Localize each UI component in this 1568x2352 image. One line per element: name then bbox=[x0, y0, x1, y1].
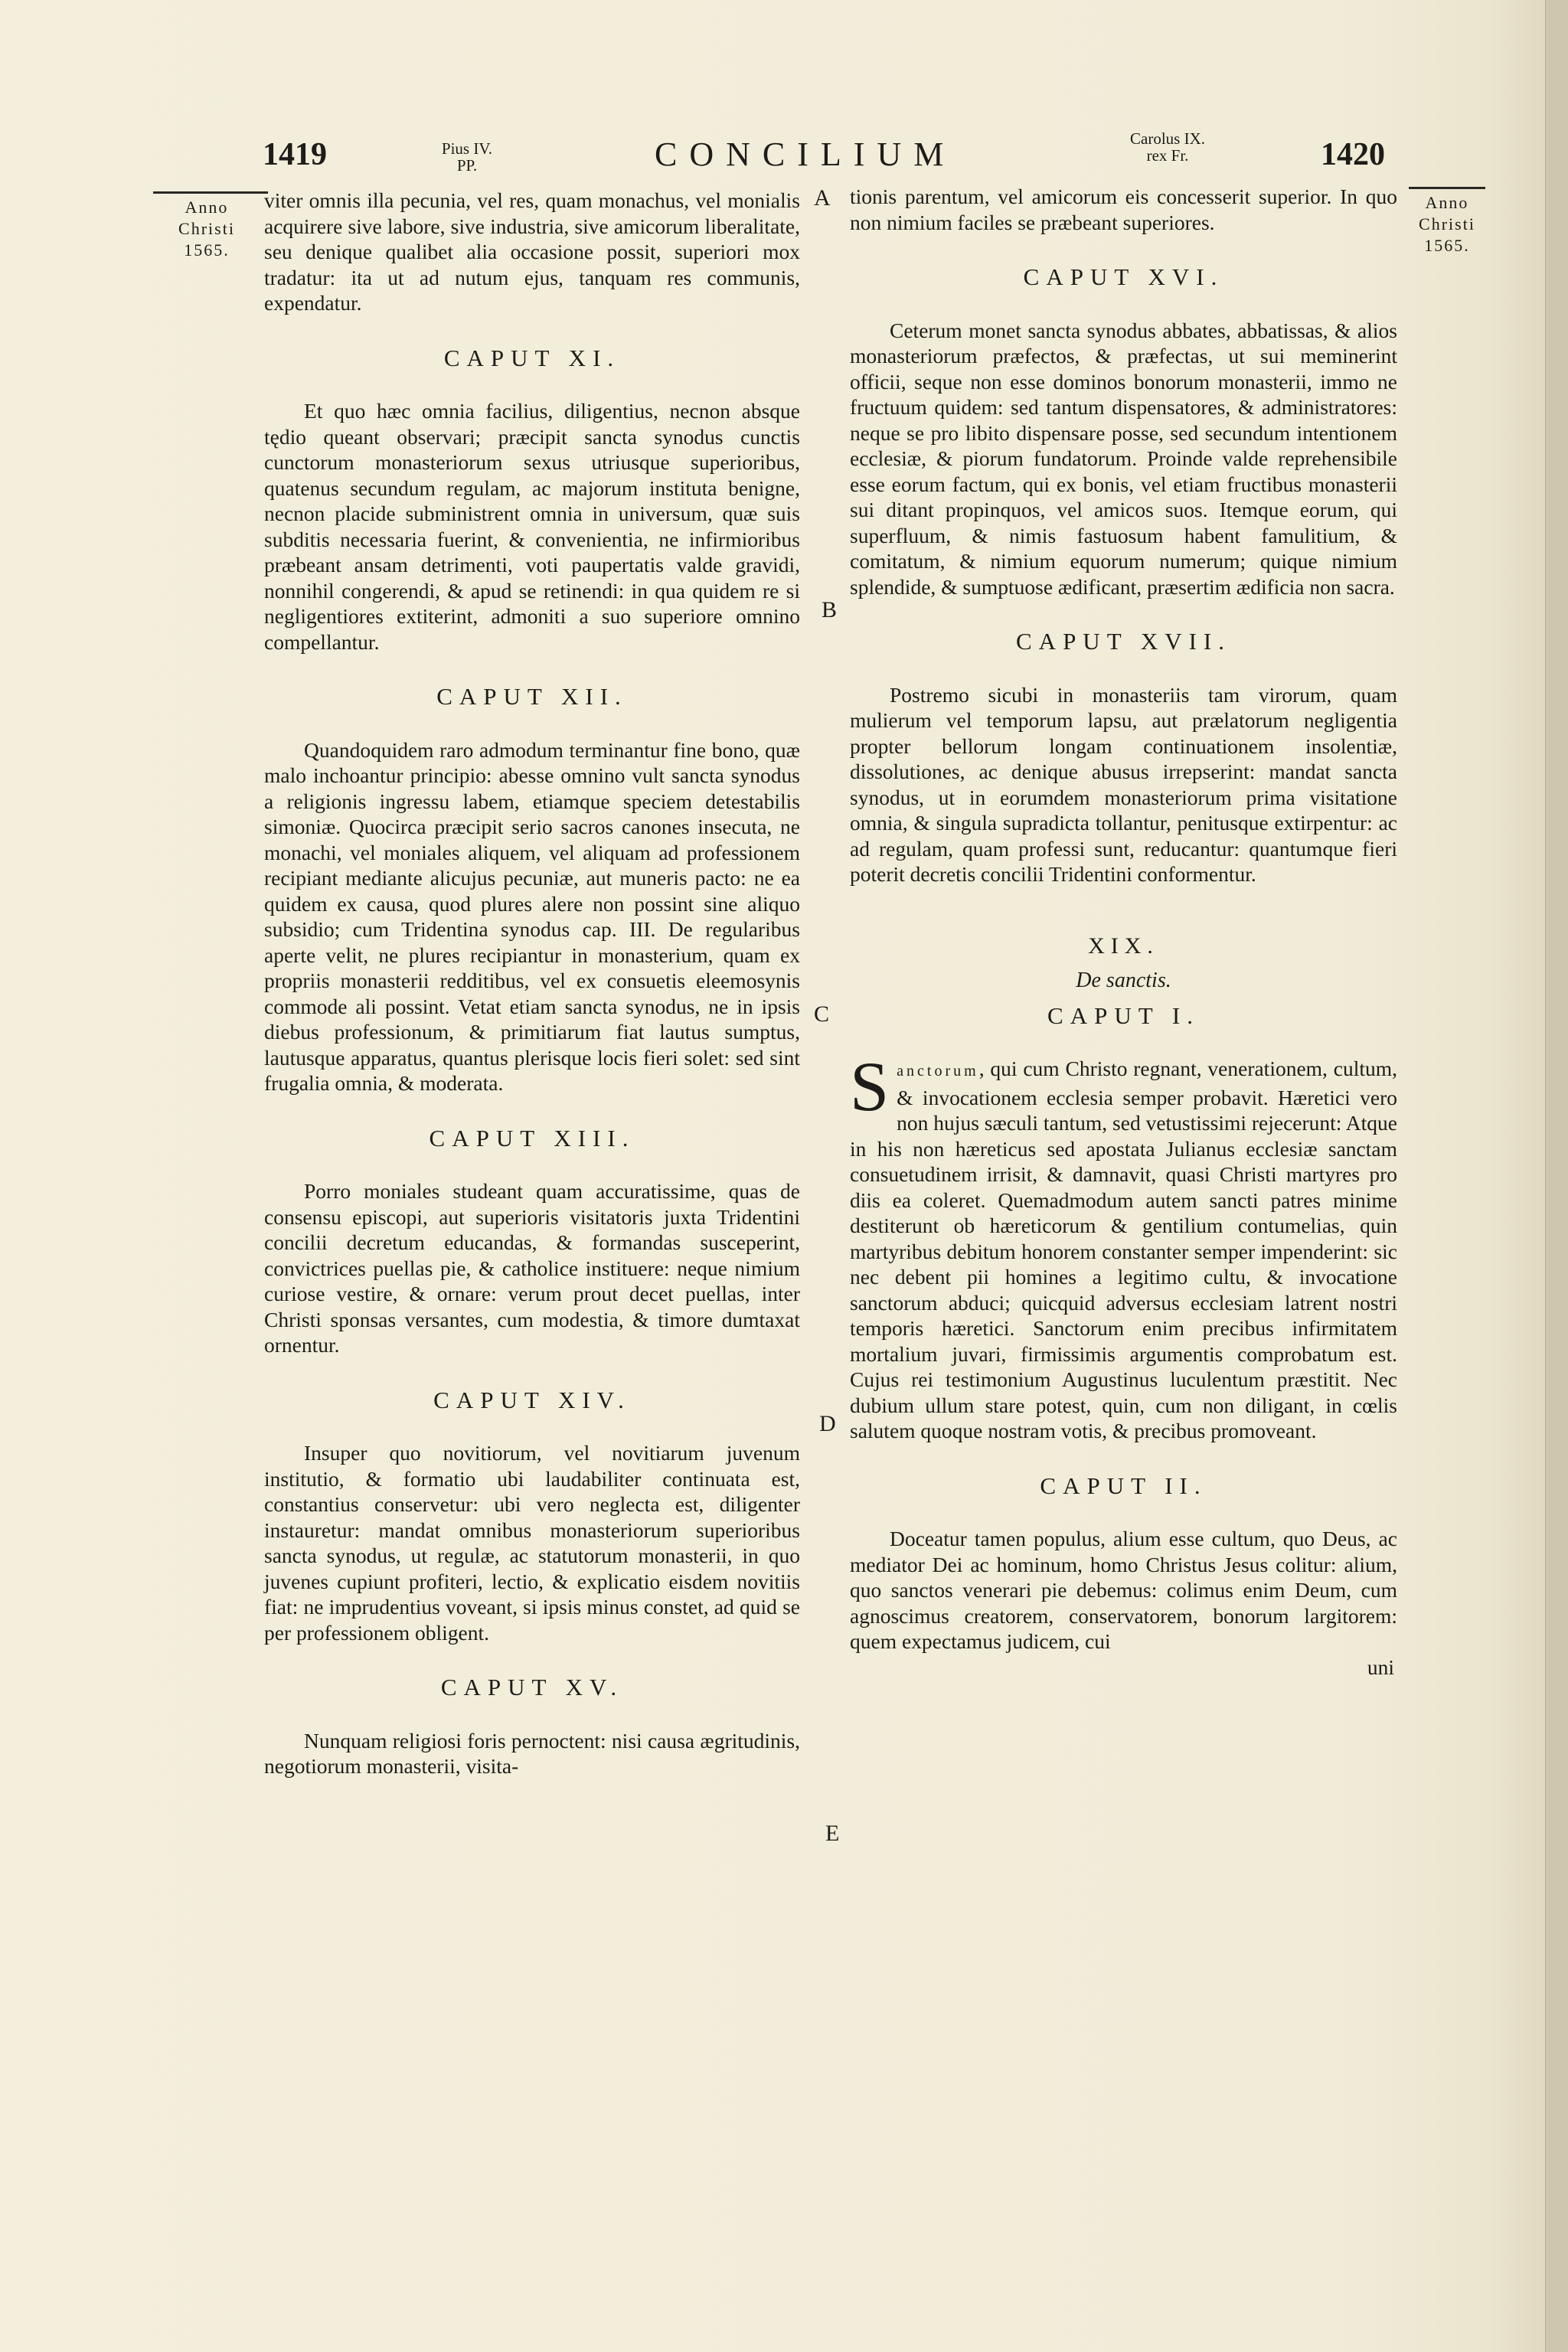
king-line-2: rex Fr. bbox=[1146, 146, 1189, 165]
page-edge bbox=[1545, 0, 1568, 2352]
caput-17-title: CAPUT XVII. bbox=[1016, 628, 1231, 655]
left-page-number: 1419 bbox=[263, 137, 327, 172]
caput-1-body: , qui cum Christo regnant, venerationem, cultum, & invocationem ecclesia semper probavit. Hæretici vero non hujus sæculi tantum, sed vetustissimi rejecerunt: Atque in his non hæreticus sed apostata Julianus ecclesiæ sanctam consuetudinem irrisit, & damnavit, quasi Christi martyres pro diis ea coleret. Quemadmodum autem sancti patres minime destiterunt ob hæreticorum & gentilium contumelias, quin martyribus debitum honorem constanter semper impenderint: sic nec debent pii homines a legitimo cultu, & invocatione sanctorum abduci; quicquid adversus ecclesiam latrent nostri temporis hæretici. Sanctorum enim precibus infirmitatem mortalium juvari, firmissimis argumentis comprobatum est. Cujus rei testimonium Augustinus luculentum præstitit. Nec dubium ullum stare potest, quin, cum non diligant, in cœlis salutem quoque nostram votis, & precibus promoveant. bbox=[850, 1057, 1397, 1442]
caput-16-text: Ceterum monet sancta synodus abbates, abbatissas, & alios monasteriorum præfectos, & præfectas, ut sui meminerint officii, seque non esse dominos bonorum monasterii, immo ne fructuum quidem: sed tantum dispensatores, & administratores: neque se pro libito dispensare posse, sed secundum intentionem ecclesiæ, & piorum fundatorum. Proinde valde reprehensibile esse eorum factum, qui ex bonis, vel etiam fructibus monasterii sui ditant propinquos, vel amicos suos. Itemque eorum, qui superfluum, & nimis fastuosum habent famulitium, & comitatum, & nimium equorum numerum; quique nimium splendide, & sumptuose ædificant, præsertim ædificia non sacra. bbox=[850, 318, 1397, 599]
marker-c: C bbox=[814, 1001, 830, 1027]
left-margin-anno bbox=[153, 191, 260, 261]
pope-line-1: Pius IV. bbox=[441, 139, 493, 158]
caput-13-title: CAPUT XIII. bbox=[429, 1124, 635, 1152]
caput-15-text: Nunquam religiosi foris pernoctent: nisi causa ægritudinis, negotiorum monasterii, visita- bbox=[264, 1728, 800, 1778]
right-intro-text: tionis parentum, vel amicorum eis concesserit superior. In quo non nimium faciles se præbeant superiores. bbox=[850, 185, 1397, 234]
right-margin-anno bbox=[1397, 187, 1497, 256]
caput-12-text: Quandoquidem raro admodum terminantur fine bono, quæ malo inchoantur principio: abesse omnino vult sancta synodus a religionis ingressu labem, etiamque speciem detestabilis simoniæ. Quocirca præcipit serio sacros canones insecuta, ne monachi, vel moniales aliquem, vel aliquam ad professionem recipiant mediante alicujus pecuniæ, aut muneris pacto: ne ea quidem ex causa, quod plures alere non possint sine aliquo subsidio; cum Tridentina synodus cap. III. De regularibus aperte velit, ne plures recipiantur in monasterium, quam ex propriis monasterii redditibus, vel ex consuetis eleemosynis commode ali possint. Vetat etiam sancta synodus, ne in ipsis diebus professionum, & primitiarum fiat lautus sumptus, lautusque apparatus, quantus plerisque locis fieri solet: sed sint frugalia omnia, & moderata. bbox=[264, 737, 800, 1095]
section-title: XIX. bbox=[1088, 933, 1159, 959]
margin-rule bbox=[153, 191, 268, 194]
caput-15-title: CAPUT XV. bbox=[440, 1674, 624, 1700]
right-king-label bbox=[1091, 130, 1244, 164]
right-column bbox=[850, 184, 1397, 1680]
king-line-1: Carolus IX. bbox=[1130, 129, 1205, 148]
caput-14-title: CAPUT XIV. bbox=[433, 1386, 631, 1413]
running-title: CONCILIUM bbox=[655, 136, 956, 173]
caput-11-title: CAPUT XI. bbox=[443, 344, 621, 371]
caput-13-text: Porro moniales studeant quam accuratissime, quas de consensu episcopi, aut superioris visitatoris juxta Tridentini concilii decretum educandas, & formandas susceperint, convictrices puellas pie, & catholice instituere: neque nimium curiose vestire, & ornare: verum prout decet puellas, inter Christi sponsas versantes, cum modestia, & timore dumtaxat ornentur. bbox=[264, 1179, 800, 1357]
margin-rule bbox=[1409, 187, 1485, 189]
caput-11-text: Et quo hæc omnia facilius, diligentius, necnon absque tędio queant observari; præcipit sancta synodus cunctis cunctorum monasteriorum sexus utriusque superioribus, quatenus secundum regulam, ac majorum instituta benigne, necnon placide subministrent omnia in universum, quæ suis subditis necessaria fuerint, & convenientia, ne infirmioribus præbeant ansam detrimenti, voti paupertatis valde gravidi, nonnihil congerendi, & apud se retinendi: in qua quidem re si negligentiores extiterint, admoniti a suo superiore omnino compellantur. bbox=[264, 399, 800, 654]
drop-cap: S bbox=[850, 1047, 890, 1125]
christi-word: Christi bbox=[1419, 214, 1475, 234]
caput-2-text: Doceatur tamen populus, alium esse cultum, quo Deus, ac mediator Dei ac hominum, homo Christus Jesus colitur: alium, quo sanctos venerari pie debemus: colimus enim Deum, cum agnoscimus creatorem, conservatorem, bonorum largitorem: quem expectamus judicem, cui bbox=[850, 1527, 1397, 1653]
caput-12-title: CAPUT XII. bbox=[436, 683, 628, 710]
marker-e: E bbox=[825, 1821, 840, 1846]
right-page-number: 1420 bbox=[1321, 137, 1385, 172]
caput-16-title: CAPUT XVI. bbox=[1023, 263, 1224, 290]
anno-word: Anno bbox=[185, 198, 229, 217]
caput-14-text: Insuper quo novitiorum, vel novitiarum juvenum institutio, & formatio ubi laudabiliter continuata est, constantius conservetur: ubi vero neglecta est, diligenter instauretur: mandat omnibus monasteriorum superioribus sancta synodus, ut regulæ, ac statutorum monasterii, in quo juvenes cupiunt profiteri, lectio, & explicatio eisdem novitiis fiat: ne imprudentius voveant, si ipsis minus constet, ad quid se per professionem obligent. bbox=[264, 1441, 800, 1645]
marker-d: D bbox=[819, 1411, 836, 1436]
caput-1-text bbox=[850, 1047, 1397, 1444]
christi-word: Christi bbox=[178, 219, 235, 238]
catchword: uni bbox=[1367, 1655, 1394, 1679]
year: 1565. bbox=[1424, 236, 1470, 255]
left-column bbox=[264, 188, 800, 1779]
marker-a: A bbox=[814, 185, 831, 211]
section-subtitle: De sanctis. bbox=[1076, 969, 1171, 992]
caput-17-text: Postremo sicubi in monasteriis tam virorum, quam mulierum vel temporum lapsu, aut prælatorum negligentia propter bellorum longam continuationem insolentiæ, dissolutiones, ac denique abusus irrepserint: mandat sancta synodus, ut in eorumdem monasteriorum prima visitatione omnia, & singula supradicta tollantur, penitusque extirpentur: ac ad regulam, quam professi sunt, reducantur: quantumque fieri poterit decretis concilii Tridentini conformentur. bbox=[850, 682, 1397, 886]
pope-line-2: PP. bbox=[456, 156, 478, 175]
marker-b: B bbox=[822, 597, 838, 622]
left-intro-text: viter omnis illa pecunia, vel res, quam monachus, vel monialis acquirere sive labore, sive industria, sive amicorum liberalitate, seu denique qualibet alia occasione possit, superiori mox tradatur: ita ut ad nutum ejus, tanquam res communis, expendatur. bbox=[264, 188, 800, 315]
anno-word: Anno bbox=[1425, 193, 1469, 212]
caput-1-smallcaps: anctorum bbox=[897, 1063, 979, 1080]
caput-1-title: CAPUT I. bbox=[1047, 1001, 1200, 1029]
left-pope-label bbox=[425, 140, 509, 174]
year: 1565. bbox=[184, 240, 230, 260]
caput-2-title: CAPUT II. bbox=[1040, 1472, 1207, 1499]
